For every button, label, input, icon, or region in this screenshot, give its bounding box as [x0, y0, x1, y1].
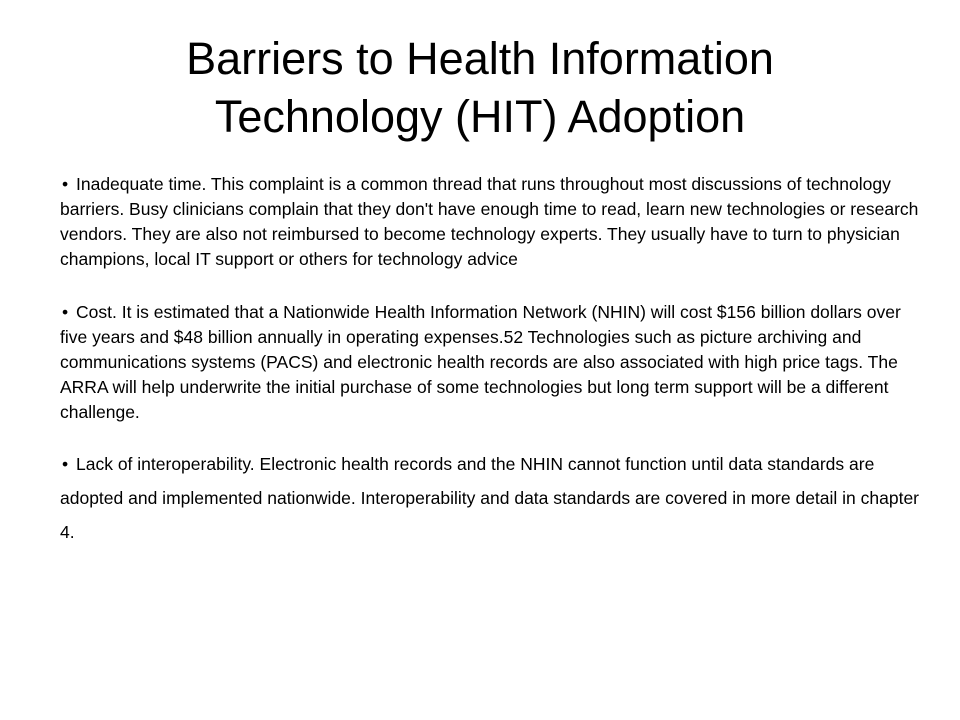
bullet-text: Inadequate time. This complaint is a common thread that runs throughout most discussions of technology barriers. Busy clinicians complain that they don't have enough time to read, learn new technologies or research vendors. They are also not reimbursed to become technology experts. They usually have to turn to physician champions, local IT support or others for technology advice	[60, 174, 919, 269]
bullet-text: Lack of interoperability. Electronic health records and the NHIN cannot function until data standards are adopted and implemented nationwide. Interoperability and data standards are covered in more detail in chapter 4.	[60, 454, 920, 542]
title-line-2: Technology (HIT) Adoption	[214, 91, 746, 142]
bullet-icon: •	[62, 174, 69, 194]
bullet-inadequate-time	[60, 172, 920, 272]
bullet-icon: •	[62, 454, 69, 474]
bullet-text: Cost. It is estimated that a Nationwide Health Information Network (NHIN) will cost $156 billion dollars over five years and $48 billion annually in operating expenses.52 Technologies such as picture archiving and communications systems (PACS) and electronic health records are also associated with high price tags. The ARRA will help underwrite the initial purchase of some technologies but long term support will be a different challenge.	[60, 302, 901, 422]
slide-title	[60, 30, 900, 146]
bullet-cost	[60, 300, 920, 425]
slide-body	[60, 172, 920, 549]
bullet-icon: •	[62, 302, 69, 322]
bullet-interoperability	[60, 447, 920, 549]
title-line-1: Barriers to Health Information	[186, 33, 774, 84]
